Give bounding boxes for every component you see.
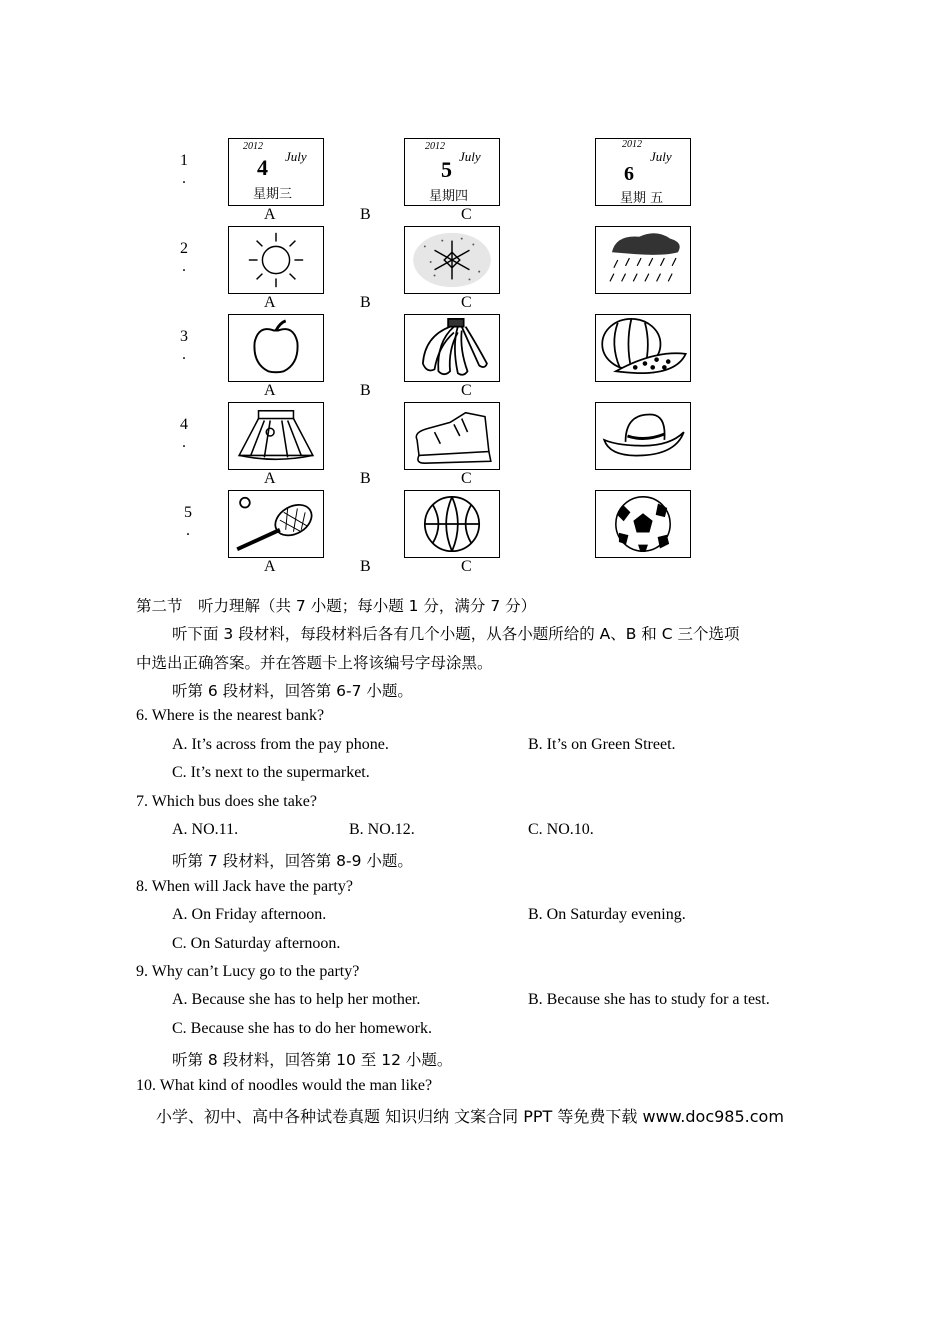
option-label-a: A	[264, 382, 276, 399]
question-9-option-c: C. Because she has to do her homework.	[172, 1020, 432, 1037]
basketball-icon	[404, 490, 500, 558]
section-instruction-cont: 中选出正确答案。并在答题卡上将该编号字母涂黑。	[136, 654, 493, 672]
apple-icon	[228, 314, 324, 382]
option-label-b: B	[360, 294, 371, 311]
calendar-picture-b: 2012 July 5 星期四	[404, 138, 500, 206]
question-6-option-a: A. It’s across from the pay phone.	[172, 736, 389, 753]
question-9-option-a: A. Because she has to help her mother.	[172, 991, 421, 1008]
option-label-b: B	[360, 206, 371, 223]
passage-heading: 听第 6 段材料，回答第 6-7 小题。	[172, 682, 413, 700]
question-8-option-c: C. On Saturday afternoon.	[172, 935, 341, 952]
question-8-option-b: B. On Saturday evening.	[528, 906, 686, 923]
option-label-a: A	[264, 470, 276, 487]
row-number: 4 .	[180, 416, 188, 451]
hat-icon	[595, 402, 691, 470]
sun-icon	[228, 226, 324, 294]
section-instruction: 听下面 3 段材料，每段材料后各有几个小题，从各小题所给的 A、B 和 C 三个选项	[172, 625, 740, 643]
option-label-a: A	[264, 558, 276, 575]
option-label-c: C	[461, 294, 472, 311]
banana-icon	[404, 314, 500, 382]
option-label-c: C	[461, 206, 472, 223]
question-7-option-a: A. NO.11.	[172, 821, 239, 838]
calendar-picture-c: 2012 July 6 星期 五	[595, 138, 691, 206]
row-number: 2 .	[180, 240, 188, 275]
option-label-c: C	[461, 382, 472, 399]
question-10: 10. What kind of noodles would the man like?	[136, 1077, 433, 1094]
snow-icon	[404, 226, 500, 294]
calendar-picture-a: 2012 July 4 星期三	[228, 138, 324, 206]
row-number: 5 .	[184, 504, 192, 539]
question-7: 7. Which bus does she take?	[136, 793, 317, 810]
row-number: 1 .	[180, 152, 188, 187]
question-8-option-a: A. On Friday afternoon.	[172, 906, 327, 923]
skirt-icon	[228, 402, 324, 470]
option-label-c: C	[461, 470, 472, 487]
option-label-c: C	[461, 558, 472, 575]
question-6: 6. Where is the nearest bank?	[136, 707, 325, 724]
page-footer: 小学、初中、高中各种试卷真题 知识归纳 文案合同 PPT 等免费下载 www.doc985.com	[156, 1107, 784, 1126]
passage-heading: 听第 8 段材料，回答第 10 至 12 小题。	[172, 1051, 453, 1069]
question-8: 8. When will Jack have the party?	[136, 878, 353, 895]
option-label-a: A	[264, 206, 276, 223]
question-9: 9. Why can’t Lucy go to the party?	[136, 963, 360, 980]
option-label-b: B	[360, 558, 371, 575]
passage-heading: 听第 7 段材料，回答第 8-9 小题。	[172, 852, 413, 870]
row-number: 3 .	[180, 328, 188, 363]
option-label-a: A	[264, 294, 276, 311]
shoe-icon	[404, 402, 500, 470]
question-7-option-b: B. NO.12.	[349, 821, 415, 838]
question-9-option-b: B. Because she has to study for a test.	[528, 991, 770, 1008]
watermelon-icon	[595, 314, 691, 382]
question-6-option-c: C. It’s next to the supermarket.	[172, 764, 370, 781]
question-6-option-b: B. It’s on Green Street.	[528, 736, 676, 753]
rain-icon	[595, 226, 691, 294]
soccer-ball-icon	[595, 490, 691, 558]
section-title: 第二节 听力理解（共 7 小题；每小题 1 分，满分 7 分）	[136, 597, 537, 615]
tennis-icon	[228, 490, 324, 558]
option-label-b: B	[360, 470, 371, 487]
option-label-b: B	[360, 382, 371, 399]
question-7-option-c: C. NO.10.	[528, 821, 594, 838]
